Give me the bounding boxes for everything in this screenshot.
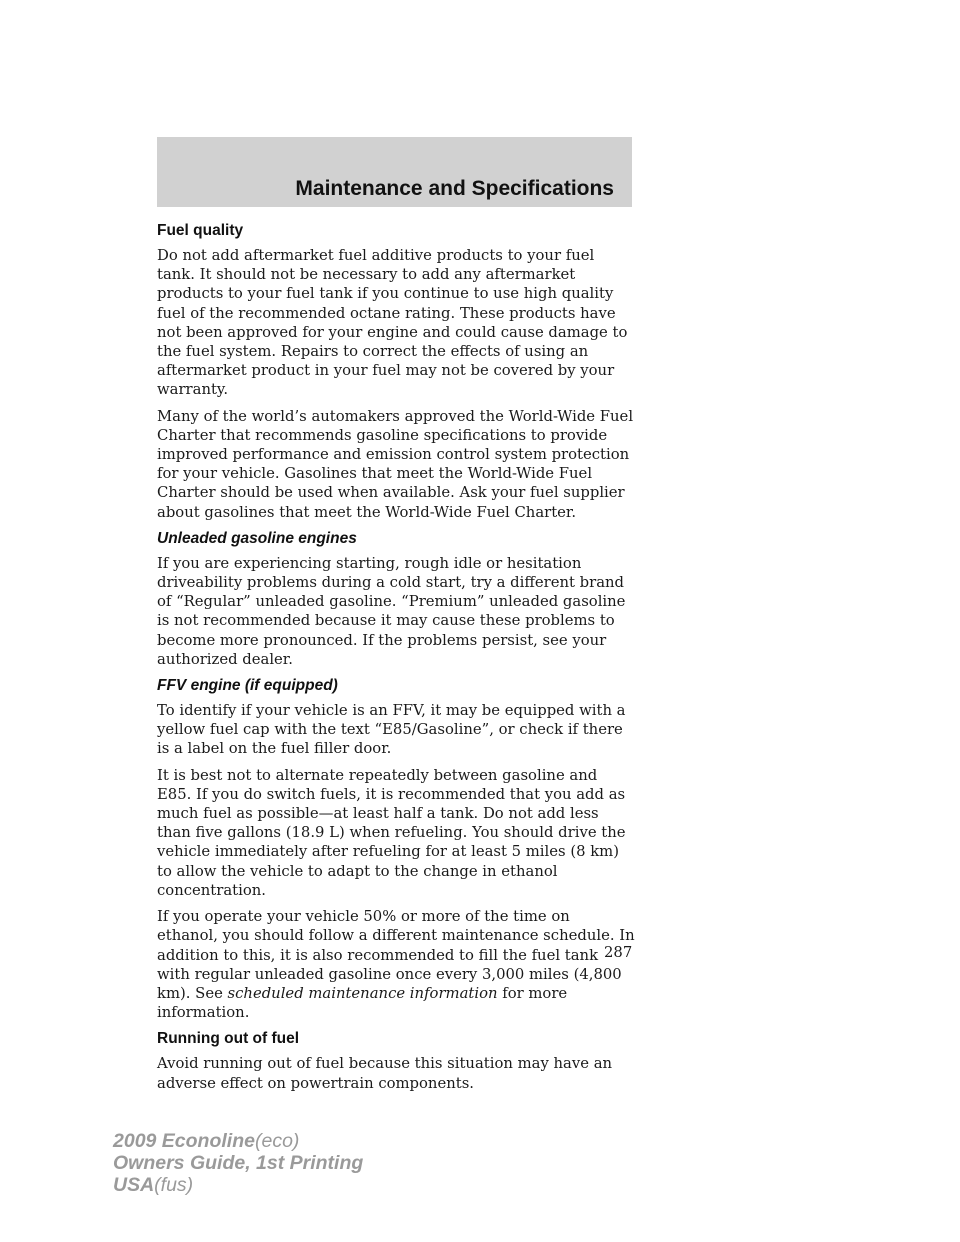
heading-ffv-engine: FFV engine (if equipped) [157, 677, 338, 695]
footer-model-code: (eco) [254, 1130, 300, 1152]
heading-running-out-of-fuel: Running out of fuel [157, 1030, 300, 1048]
page-content [157, 219, 635, 1100]
footer-line-region [113, 1174, 363, 1196]
document-footer [113, 1130, 363, 1196]
footer-model: 2009 Econoline [113, 1130, 255, 1152]
footer-guide: Owners Guide, 1st Printing [113, 1152, 364, 1174]
page-number: 287 [604, 944, 633, 961]
section-title: Maintenance and Specifications [295, 177, 614, 200]
paragraph-running-out: Avoid running out of fuel because this situation may have an adverse effect on powertrain components. [157, 1055, 613, 1092]
footer-line-model [113, 1130, 363, 1152]
footer-region-code: (fus) [154, 1174, 194, 1196]
section-header-band [157, 137, 632, 207]
heading-unleaded-gasoline: Unleaded gasoline engines [157, 529, 357, 547]
paragraph-unleaded: If you are experiencing starting, rough idle or hesitation driveability problems during a cold start, try a different brand of “Regular” unleaded gasoline. “Premium” unleaded gasoline is not recommended because it may cause these problems to become more pronounced. If the problems persist, see your authorized dealer. [157, 554, 626, 668]
heading-fuel-quality: Fuel quality [157, 222, 244, 239]
ffv-maintenance-text: If you operate your vehicle 50% or more of the time on ethanol, you should follow a different maintenance schedule. In addition to this, it is also recommended to fill the fuel tank with regular unleaded gasoline once every 3,000 miles (4,800 km). See [157, 908, 635, 1002]
footer-region: USA [113, 1174, 155, 1196]
paragraph-ffv-alternate: It is best not to alternate repeatedly between gasoline and E85. If you do switch fuels, it is recommended that you add as much fuel as possible—at least half a tank. Do not add less than five gallons (18.9 L) when refueling. You should drive the vehicle immediately after refueling for at least 5 miles (8 km) to allow the vehicle to adapt to the change in ethanol concentration. [157, 766, 626, 899]
paragraph-ffv-maintenance [157, 907, 635, 1022]
paragraph-fuel-charter: Many of the world’s automakers approved the World-Wide Fuel Charter that recommends gasoline specifications to provide improved performance and emission control system protection for your vehicle. Gasolines that meet the World-Wide Fuel Charter should be used when available. Ask your fuel supplier about gasolines that meet the World-Wide Fuel Charter. [157, 407, 634, 521]
paragraph-ffv-identify: To identify if your vehicle is an FFV, it may be equipped with a yellow fuel cap with the text “E85/Gasoline”, or check if there is a label on the fuel filler door. [157, 702, 626, 758]
ffv-maintenance-text-end: for more information. [157, 984, 568, 1022]
paragraph-fuel-additives: Do not add aftermarket fuel additive products to your fuel tank. It should not be necessary to add any aftermarket products to your fuel tank if you continue to use high quality fuel of the recommended octane rating. These products have not been approved for your engine and could cause damage to the fuel system. Repairs to correct the effects of using an aftermarket product in your fuel may not be covered by your warranty. [157, 247, 628, 399]
scheduled-maintenance-reference: scheduled maintenance information [227, 984, 498, 1002]
